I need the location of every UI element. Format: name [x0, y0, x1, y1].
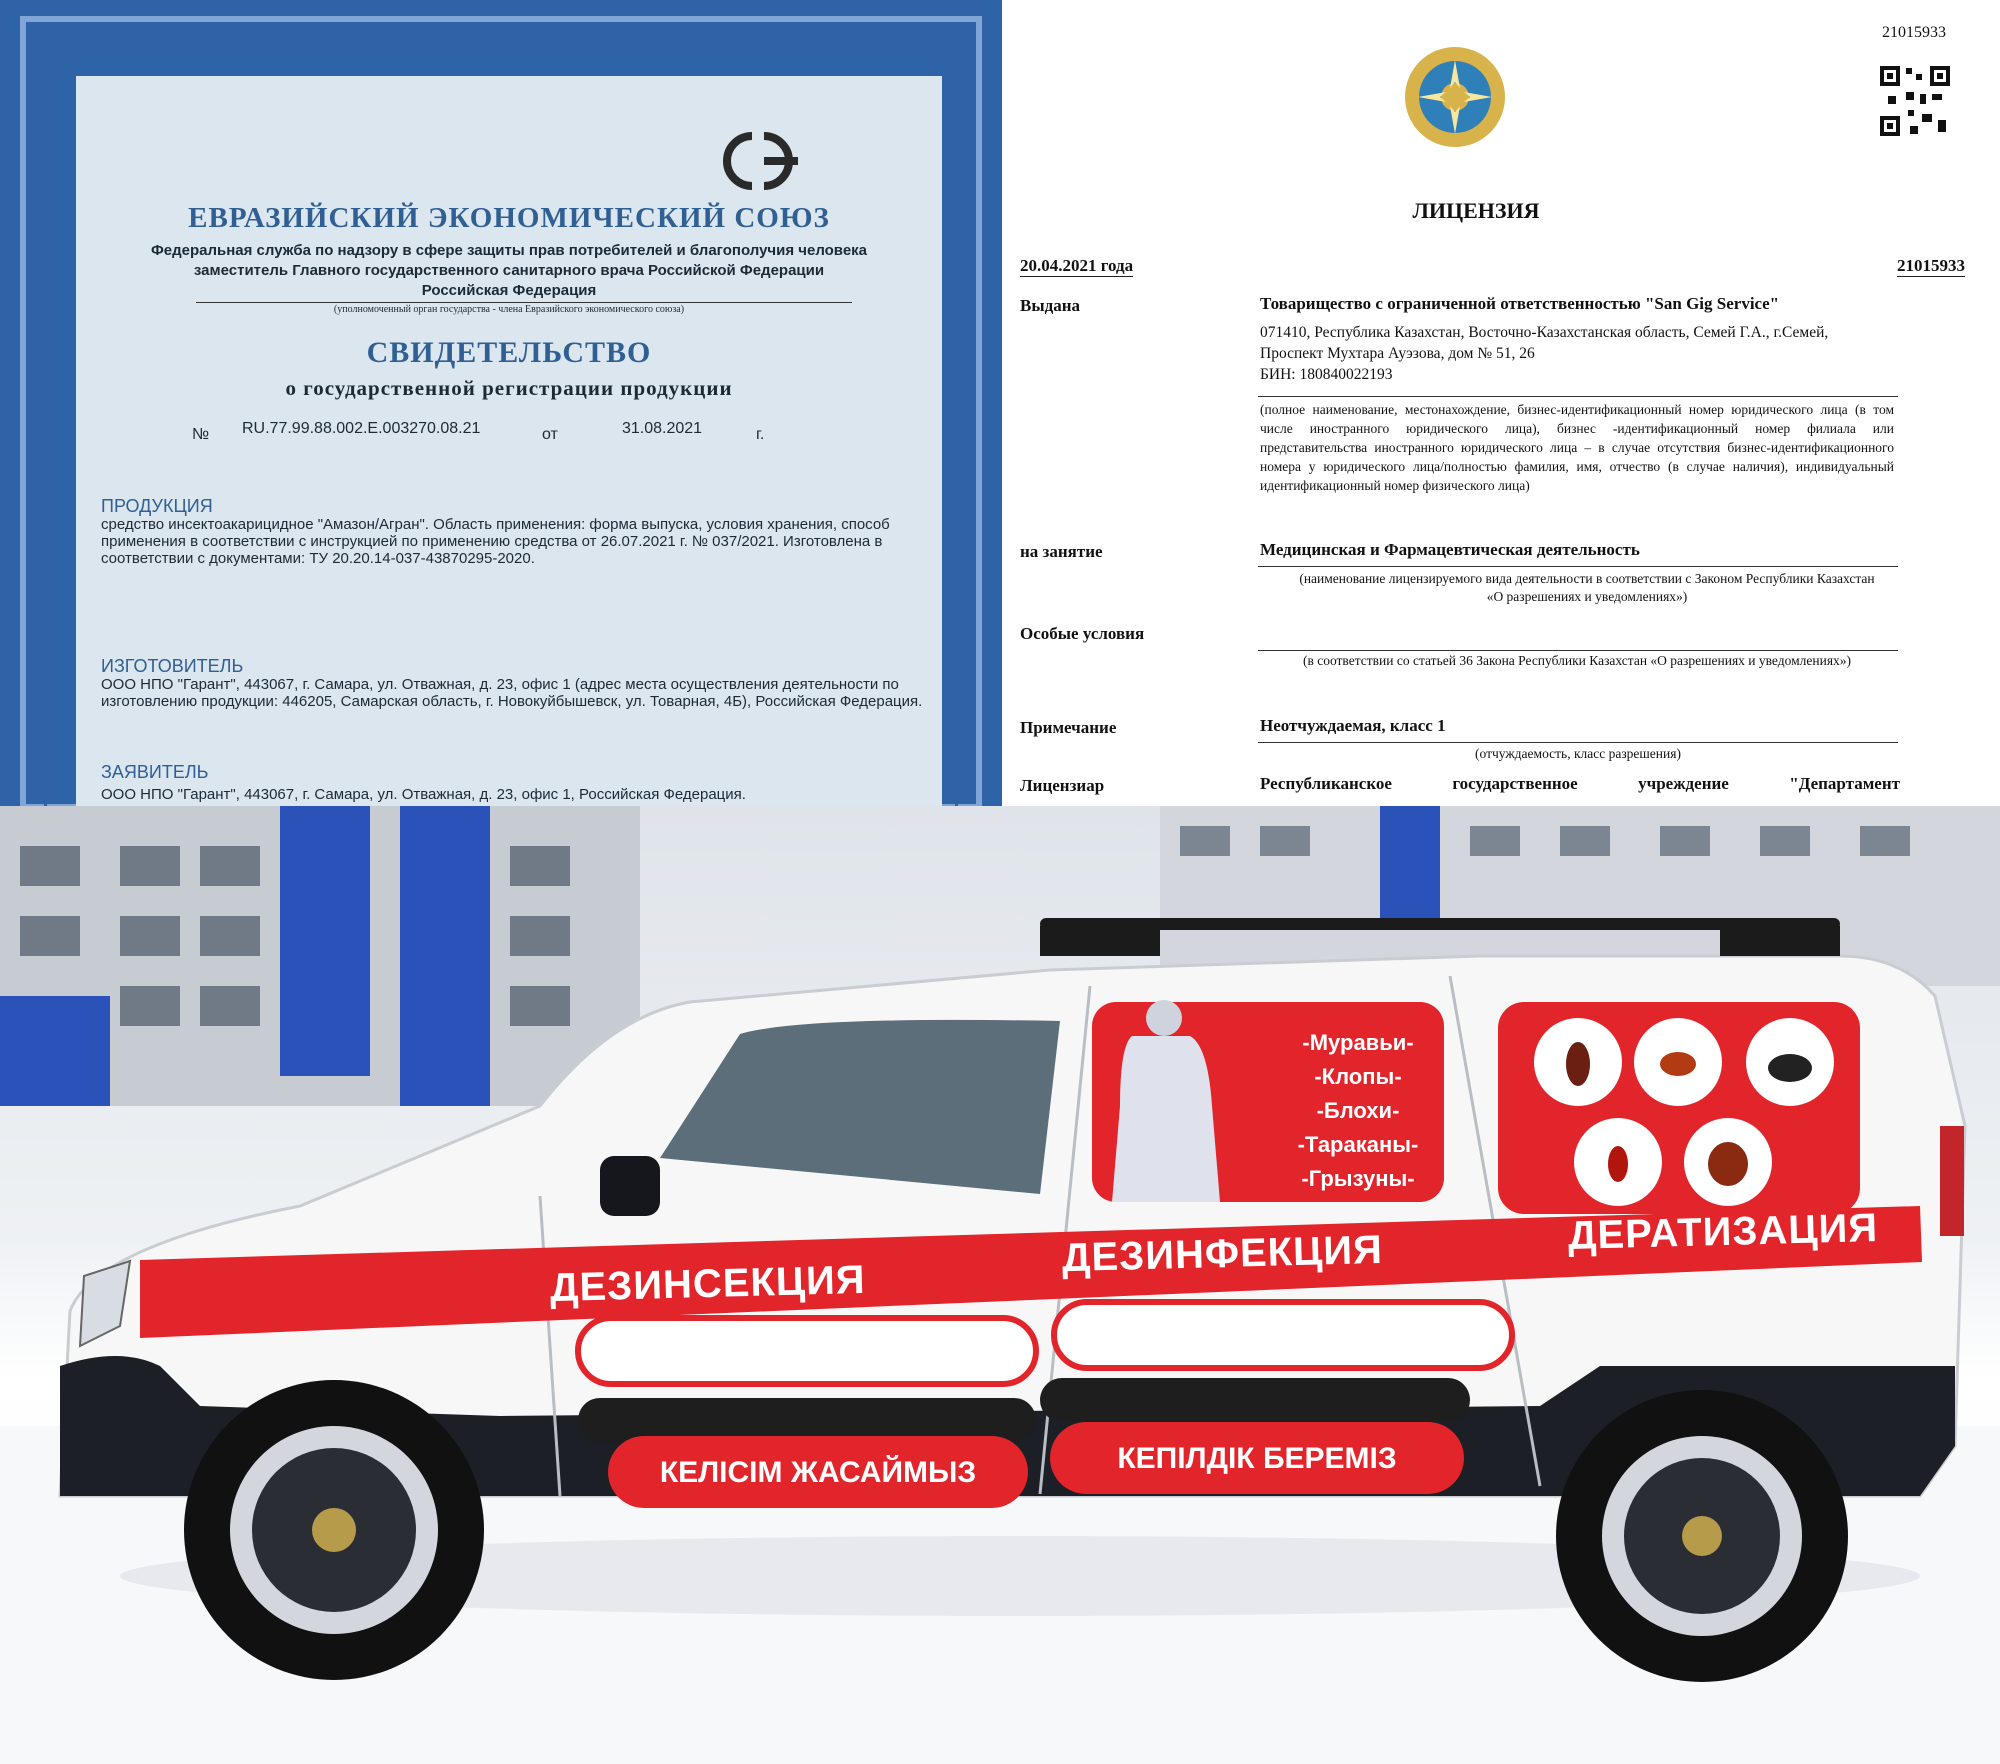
authority-line-1: Федеральная служба по надзору в сфере защиты прав потребителей и благополучия человека [150, 242, 868, 259]
stripe-text-disinsection: ДЕЗИНСЕКЦИЯ [549, 1257, 867, 1311]
applicant-heading: ЗАЯВИТЕЛЬ [101, 762, 209, 782]
note-label: Примечание [1020, 718, 1117, 737]
licensor-value: Республиканское государственное учреждение "Департамент [1260, 774, 1900, 793]
certificate-date: 31.08.2021 [622, 420, 703, 437]
authority-line-2: заместитель Главного государственного санитарного врача Российской Федерации [193, 262, 825, 279]
certificate-paper [76, 76, 942, 810]
date-label: от [542, 426, 558, 443]
license-date: 20.04.2021 года [1020, 256, 1134, 275]
note-underline [1258, 742, 1898, 743]
rat-icon [1768, 1054, 1812, 1082]
manufacturer-heading: ИЗГОТОВИТЕЛЬ [101, 656, 244, 676]
van-photo [0, 806, 2000, 1764]
conditions-label: Особые условия [1020, 624, 1145, 643]
issued-bin: БИН: 180840022193 [1260, 366, 1393, 383]
product-heading: ПРОДУКЦИЯ [101, 496, 213, 516]
product-text: средство инсектоакарицидное "Амазон/Агран". Область применения: форма выпуска, условия хранения, способ применения в соответствии с инструкцией по применению средства от 26.07.2021 г. № 037/2021. Изготовлена в соответствии с документами: ТУ 20.20.14-037-43870295-2020. [101, 516, 890, 567]
conditions-caption: (в соответствии со статьей 36 Закона Республики Казахстан «О разрешениях и уведомлениях») [1302, 653, 1852, 668]
license-number: 21015933 [1897, 256, 1965, 275]
cockroach-icon [1566, 1042, 1590, 1086]
year-suffix: г. [756, 426, 765, 443]
kazakhstan-emblem-icon [1400, 42, 1510, 157]
eaeu-title: ЕВРАЗИЙСКИЙ ЭКОНОМИЧЕСКИЙ СОЮЗ [188, 202, 830, 234]
issued-address: 071410, Республика Казахстан, Восточно-Казахстанская область, Семей Г.А., г.Семей, Проспект Мухтара Ауэзова, дом № 51, 26 [1260, 324, 1829, 362]
authority-line-3: Российская Федерация [421, 282, 597, 299]
pest-item: -Клопы- [1314, 1064, 1402, 1089]
pill-text-agreement: КЕЛІСІМ ЖАСАЙМЫЗ [659, 1456, 977, 1489]
number-label: № [192, 426, 210, 443]
pill-text-guarantee: КЕПІЛДІК БЕРЕМІЗ [1117, 1442, 1397, 1475]
pest-item: -Тараканы- [1297, 1132, 1419, 1157]
pests-list [1278, 1026, 1438, 1196]
authority-caption: (уполномоченный орган государства - члена Евразийского экономического союза) [333, 304, 685, 315]
bedbug-icon [1708, 1142, 1748, 1186]
qr-code-icon [1878, 64, 1952, 143]
pest-item: -Муравьи- [1302, 1030, 1414, 1055]
activity-underline [1258, 566, 1898, 567]
license-document [1002, 0, 2000, 810]
van-scene [0, 806, 2000, 1764]
pest-item: -Блохи- [1316, 1098, 1400, 1123]
licensor-label: Лицензиар [1020, 776, 1105, 795]
rear-wheel [1556, 1390, 1848, 1682]
certificate-subtitle: о государственной регистрации продукции [285, 376, 733, 400]
eac-logo [706, 126, 816, 201]
front-wheel [184, 1380, 484, 1680]
issued-name: Товарищество с ограниченной ответственностью "San Gig Service" [1260, 294, 1780, 313]
stripe-text-deratization: ДЕРАТИЗАЦИЯ [1567, 1205, 1879, 1259]
registration-certificate [0, 0, 1002, 810]
ant-icon [1608, 1146, 1628, 1182]
activity-label: на занятие [1020, 542, 1103, 561]
activity-caption: (наименование лицензируемого вида деятельности в соответствии с Законом Республики Казахстан «О разрешениях и уведомлениях») [1299, 571, 1875, 604]
issued-underline [1258, 396, 1898, 397]
issued-label: Выдана [1020, 296, 1081, 315]
applicant-text: ООО НПО "Гарант", 443067, г. Самара, ул. Отважная, д. 23, офис 1, Российская Федерация. [101, 786, 746, 803]
certificate-title: СВИДЕТЕЛЬСТВО [366, 336, 652, 369]
pest-item: -Грызуны- [1301, 1166, 1415, 1191]
license-title: ЛИЦЕНЗИЯ [1412, 198, 1540, 223]
certificate-number: RU.77.99.88.002.Е.003270.08.21 [242, 420, 481, 437]
flea-icon [1660, 1052, 1696, 1076]
note-caption: (отчуждаемость, класс разрешения) [1475, 746, 1681, 761]
conditions-underline [1258, 650, 1898, 651]
activity-value: Медицинская и Фармацевтическая деятельность [1260, 540, 1640, 559]
issued-caption: (полное наименование, местонахождение, бизнес-идентификационный номер юридического лица (в том числе иностранного юридического лица), бизнес -идентификационный номер филиала или представительства иностранного юридического лица – в случае отсутствия бизнес-идентификационного номера у юридического лица/полностью фамилия, имя, отчество (в случае наличия), индивидуальный идентификационный номер физического лица) [1260, 402, 1894, 493]
note-value: Неотчуждаемая, класс 1 [1260, 716, 1446, 735]
stripe-text-disinfection: ДЕЗИНФЕКЦИЯ [1061, 1227, 1384, 1281]
manufacturer-text: ООО НПО "Гарант", 443067, г. Самара, ул. Отважная, д. 23, офис 1 (адрес места осуществления деятельности по изготовлению продукции: 446205, Самарская область, г. Новокуйбышевск, ул. Товарная, 4Б), Российская Федерация. [101, 676, 923, 710]
authority-underline [196, 302, 852, 303]
license-top-number: 21015933 [1882, 24, 1946, 41]
